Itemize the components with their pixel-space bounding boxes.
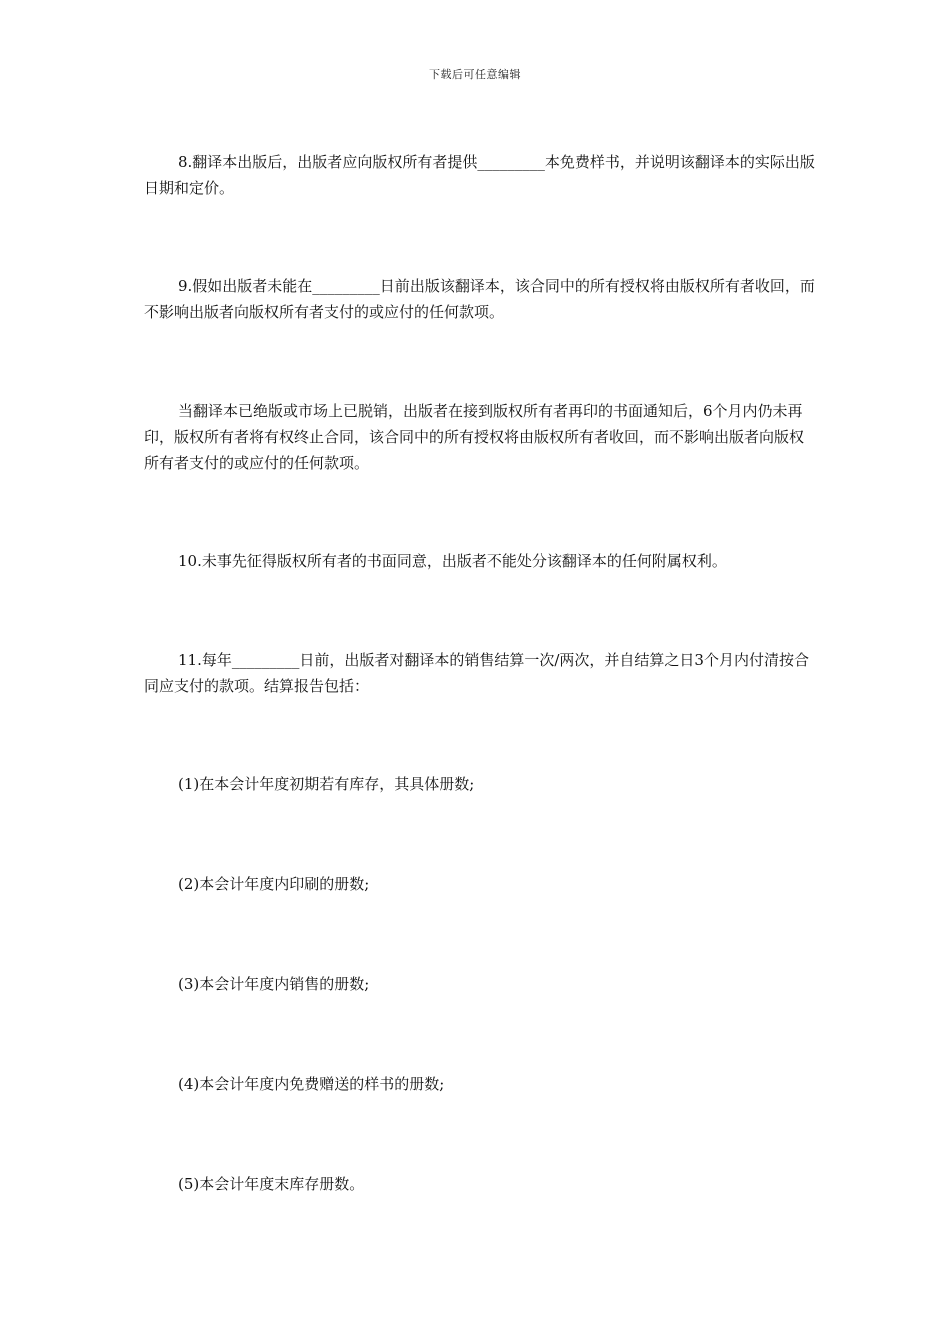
report-item-4: (4)本会计年度内免费赠送的样书的册数; bbox=[178, 1075, 445, 1093]
clause-11-paragraph: 11.每年_________日前，出版者对翻译本的销售结算一次/两次，并自结算之日3个月内付清按合同应支付的款项。结算报告包括： bbox=[144, 651, 809, 695]
report-item-3: (3)本会计年度内销售的册数; bbox=[178, 975, 370, 993]
report-item-1: (1)在本会计年度初期若有库存，其具体册数; bbox=[178, 775, 475, 793]
clause-8-paragraph: 8.翻译本出版后，出版者应向版权所有者提供_________本免费样书，并说明该翻译本的实际出版日期和定价。 bbox=[144, 153, 815, 197]
clause-10-paragraph: 10.未事先征得版权所有者的书面同意，出版者不能处分该翻译本的任何附属权利。 bbox=[178, 552, 727, 570]
page-header: 下载后可任意编辑 bbox=[429, 68, 521, 81]
report-item-5: (5)本会计年度末库存册数。 bbox=[178, 1175, 365, 1193]
report-item-2: (2)本会计年度内印刷的册数; bbox=[178, 875, 370, 893]
out-of-print-paragraph: 当翻译本已绝版或市场上已脱销，出版者在接到版权所有者再印的书面通知后，6个月内仍未再印，版权所有者将有权终止合同，该合同中的所有授权将由版权所有者收回，而不影响出版者向版权所有者支付的或应付的任何款项。 bbox=[144, 402, 805, 472]
clause-9-paragraph: 9.假如出版者未能在_________日前出版该翻译本，该合同中的所有授权将由版权所有者收回，而不影响出版者向版权所有者支付的或应付的任何款项。 bbox=[144, 277, 815, 321]
